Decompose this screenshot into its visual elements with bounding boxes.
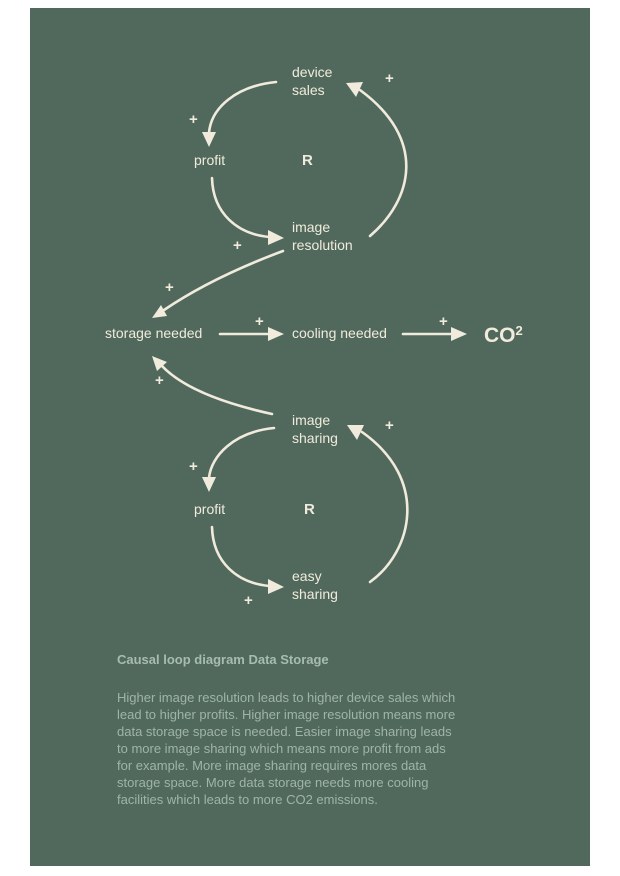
- caption-line: data storage space is needed. Easier image sharing leads: [117, 724, 452, 739]
- node-profit-bottom: profit: [194, 501, 226, 517]
- node-easy-sharing-line2: sharing: [292, 586, 338, 602]
- caption-line: for example. More image sharing requires mores data: [117, 758, 427, 773]
- caption-line: storage space. More data storage needs more cooling: [117, 775, 429, 790]
- arrowhead: [268, 327, 284, 341]
- polarity-plus: +: [255, 313, 264, 330]
- node-device-sales-line2: sales: [292, 82, 325, 98]
- arrow-image-resolution-to-storage-needed: [164, 251, 283, 310]
- arrowhead: [202, 477, 216, 492]
- node-easy-sharing-line1: easy: [292, 568, 322, 584]
- polarity-plus: +: [385, 417, 394, 434]
- arrowhead: [451, 327, 467, 341]
- polarity-plus: +: [189, 111, 198, 128]
- polarity-plus: +: [233, 237, 242, 254]
- polarity-plus: +: [189, 458, 198, 475]
- arrow-easy-sharing-to-image-sharing: [362, 432, 407, 582]
- node-image-resolution-line1: image: [292, 219, 331, 235]
- polarity-plus: +: [385, 70, 394, 87]
- polarity-plus: +: [155, 372, 164, 389]
- arrow-device-sales-to-profit: [209, 82, 276, 133]
- loop-label-r-top: R: [302, 152, 313, 169]
- node-image-sharing-line2: sharing: [292, 430, 338, 446]
- node-cooling-needed: cooling needed: [292, 325, 387, 341]
- arrow-profit-to-easy-sharing: [212, 527, 269, 586]
- node-image-resolution-line2: resolution: [292, 237, 353, 253]
- caption-line: facilities which leads to more CO2 emissions.: [117, 792, 378, 807]
- caption-body: [117, 689, 507, 808]
- polarity-plus: +: [165, 279, 174, 296]
- caption-line: lead to higher profits. Higher image resolution means more: [117, 707, 456, 722]
- node-profit-top: profit: [194, 152, 226, 168]
- node-image-sharing-line1: image: [292, 412, 331, 428]
- arrowhead: [152, 305, 167, 318]
- polarity-plus: +: [244, 592, 253, 609]
- arrowhead: [268, 230, 284, 245]
- caption-line: to more image sharing which means more profit from ads: [117, 741, 446, 756]
- loop-label-r-bottom: R: [304, 501, 315, 518]
- arrow-image-sharing-to-storage-needed: [162, 366, 272, 414]
- arrow-image-resolution-to-device-sales: [360, 90, 406, 236]
- arrow-profit-to-image-resolution: [212, 178, 269, 237]
- caption: [117, 652, 507, 808]
- polarity-plus: +: [439, 313, 448, 330]
- arrowhead: [202, 132, 216, 147]
- node-storage-needed: storage needed: [105, 325, 203, 341]
- node-device-sales-line1: device: [292, 64, 333, 80]
- arrowhead: [268, 579, 284, 594]
- node-co2: $CO^2$: [484, 323, 523, 347]
- caption-title: Causal loop diagram Data Storage: [117, 652, 329, 667]
- caption-line: Higher image resolution leads to higher device sales which: [117, 690, 456, 705]
- arrow-image-sharing-to-profit: [209, 428, 274, 478]
